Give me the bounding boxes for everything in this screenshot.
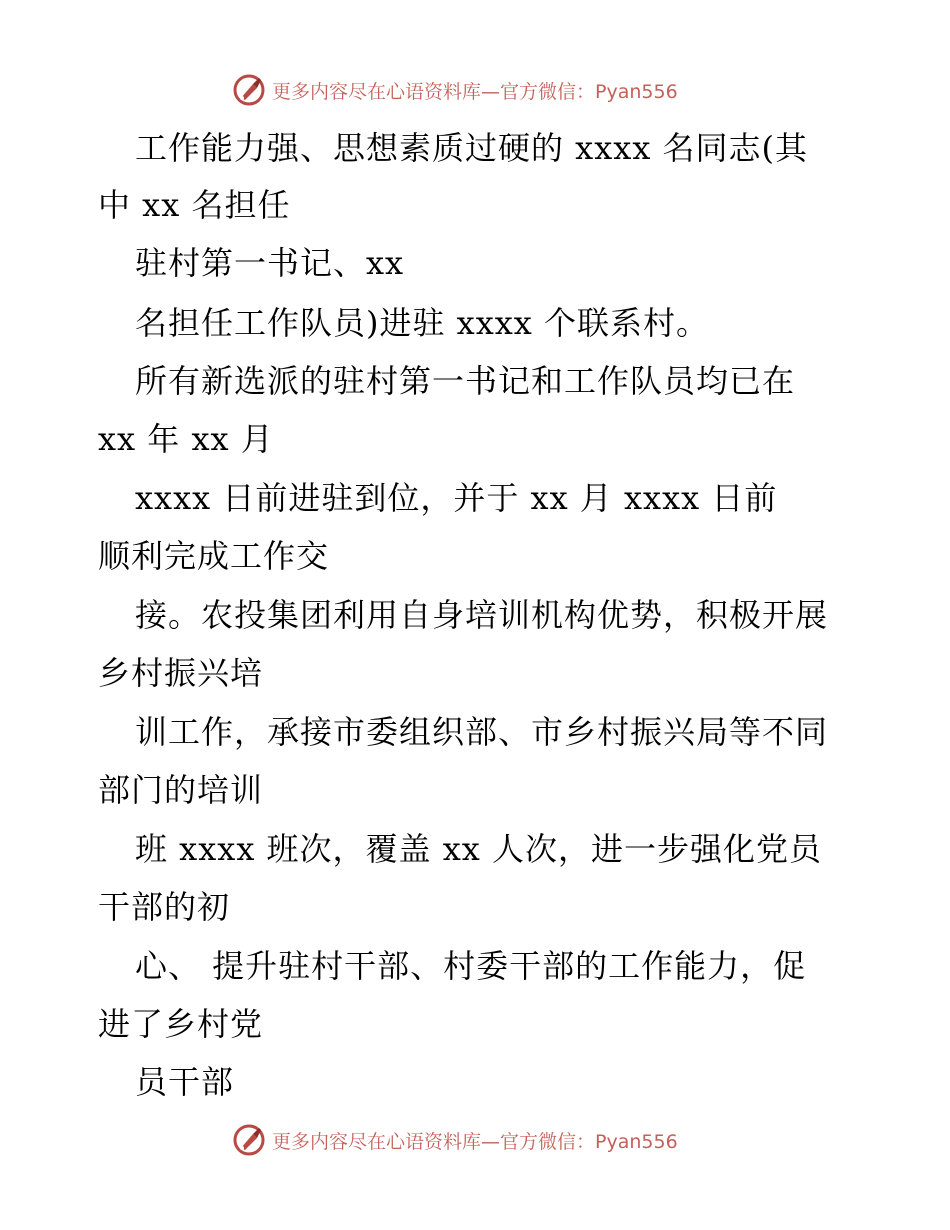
body-line: xx 年 xx 月 bbox=[98, 420, 274, 458]
footer-watermark bbox=[232, 1122, 678, 1158]
body-line: 员干部 bbox=[135, 1063, 235, 1101]
body-line: 部门的培训 bbox=[98, 771, 264, 809]
header-watermark-text: 更多内容尽在心语资料库—官方微信：Pyan556 bbox=[272, 80, 678, 103]
body-line: 训工作，承接市委组织部、市乡村振兴局等不同 bbox=[135, 713, 829, 751]
body-line: 驻村第一书记、xx bbox=[135, 244, 405, 282]
body-line: 名担任工作队员)进驻 xxxx 个联系村。 bbox=[135, 304, 710, 342]
body-line: 心、 提升驻村干部、村委干部的工作能力，促 bbox=[135, 947, 807, 985]
body-line: 工作能力强、思想素质过硬的 xxxx 名同志(其 bbox=[135, 129, 809, 167]
body-line: xxxx 日前进驻到位，并于 xx 月 xxxx 日前 bbox=[135, 479, 778, 517]
body-line: 进了乡村党 bbox=[98, 1005, 264, 1043]
body-line: 干部的初 bbox=[98, 888, 231, 926]
pen-nib-logo-icon bbox=[232, 73, 266, 107]
pen-nib-logo-icon bbox=[232, 1123, 266, 1157]
body-line: 乡村振兴培 bbox=[98, 654, 264, 692]
body-line: 接。农投集团利用自身培训机构优势，积极开展 bbox=[135, 596, 829, 634]
body-line: 班 xxxx 班次，覆盖 xx 人次，进一步强化党员 bbox=[135, 830, 822, 868]
body-line: 顺利完成工作交 bbox=[98, 537, 330, 575]
body-line: 所有新选派的驻村第一书记和工作队员均已在 bbox=[135, 362, 796, 400]
footer-watermark-text: 更多内容尽在心语资料库—官方微信：Pyan556 bbox=[272, 1130, 678, 1153]
header-watermark bbox=[232, 72, 678, 108]
body-line: 中 xx 名担任 bbox=[98, 186, 291, 224]
